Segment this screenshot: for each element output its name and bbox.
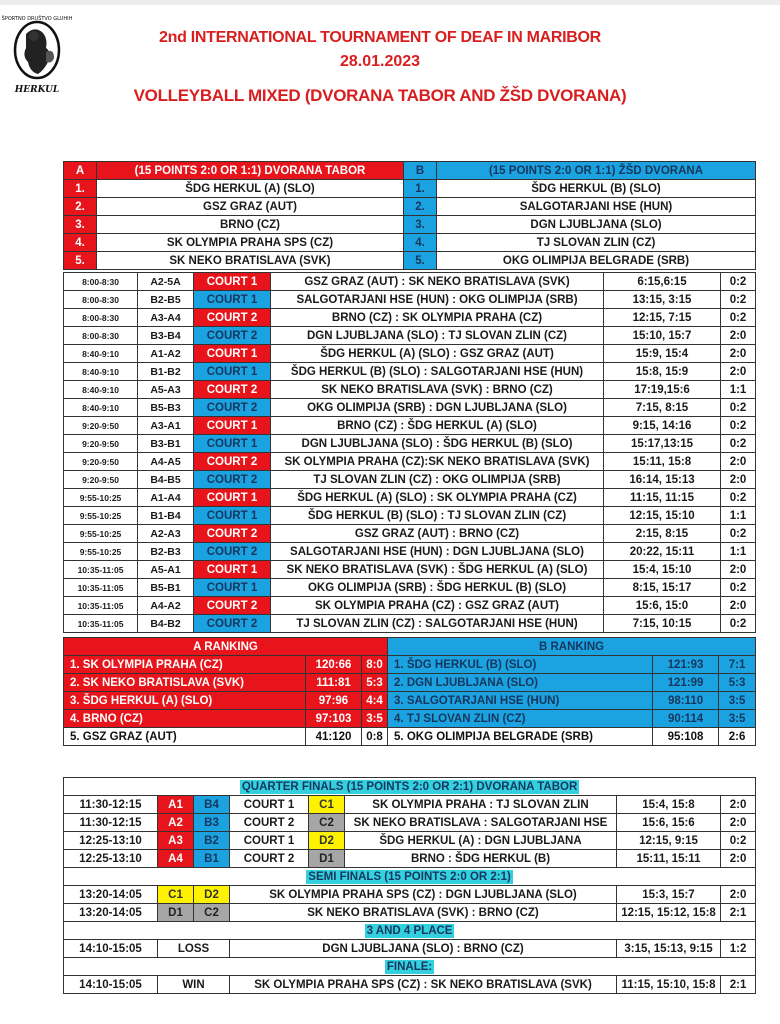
schedule-row	[64, 273, 756, 291]
ranking-row	[64, 692, 756, 710]
match-time: 10:35-11:05	[64, 561, 138, 579]
qf-seed-b: B2	[194, 832, 230, 850]
group-a-position: 1.	[64, 180, 97, 198]
ranking-a-sets: 5:3	[362, 674, 388, 692]
final-match-label: WIN	[158, 976, 230, 994]
match-time: 10:35-11:05	[64, 615, 138, 633]
final-match-row	[64, 976, 756, 994]
group-b-position: 4.	[404, 234, 437, 252]
match-result: 2:0	[721, 363, 756, 381]
match-time: 9:55-10:25	[64, 507, 138, 525]
match-time: 9:20-9:50	[64, 435, 138, 453]
ranking-b-points: 121:93	[653, 656, 719, 674]
ranking-a-points: 120:66	[306, 656, 362, 674]
match-time: 9:20-9:50	[64, 453, 138, 471]
ranking-a-team: 5. GSZ GRAZ (AUT)	[64, 728, 306, 746]
court-badge: COURT 2	[194, 597, 271, 615]
third-place-match-teams: DGN LJUBLJANA (SLO) : BRNO (CZ)	[230, 940, 617, 958]
group-b-position: 3.	[404, 216, 437, 234]
ranking-b-sets: 3:5	[719, 710, 756, 728]
ranking-a-sets: 8:0	[362, 656, 388, 674]
group-team-row	[64, 198, 756, 216]
semi-finals-header-row	[64, 868, 756, 886]
match-time: 9:55-10:25	[64, 543, 138, 561]
group-a-letter: A	[64, 162, 97, 180]
qf-slot: C2	[309, 814, 345, 832]
match-result: 0:2	[721, 309, 756, 327]
match-pairing: B2-B5	[138, 291, 194, 309]
ranking-a-team: 3. ŠDG HERKUL (A) (SLO)	[64, 692, 306, 710]
match-teams: OKG OLIMPIJA (SRB) : ŠDG HERKUL (B) (SLO)	[271, 579, 604, 597]
top-strip	[0, 0, 780, 5]
court-badge: COURT 2	[194, 327, 271, 345]
qf-set-scores: 15:4, 15:8	[617, 796, 721, 814]
group-a-position: 5.	[64, 252, 97, 270]
quarter-final-row	[64, 832, 756, 850]
match-teams: ŠDG HERKUL (A) (SLO) : SK OLYMPIA PRAHA (CZ)	[271, 489, 604, 507]
match-set-scores: 15:11, 15:8	[604, 453, 721, 471]
ranking-b-sets: 2:6	[719, 728, 756, 746]
qf-set-scores: 12:15, 9:15	[617, 832, 721, 850]
final-match-teams: SK OLYMPIA PRAHA SPS (CZ) : SK NEKO BRATISLAVA (SVK)	[230, 976, 617, 994]
ranking-b-points: 95:108	[653, 728, 719, 746]
qf-court: COURT 2	[230, 850, 309, 868]
group-b-position: 5.	[404, 252, 437, 270]
third-place-match-time: 14:10-15:05	[64, 940, 158, 958]
groups-header-row	[64, 162, 756, 180]
match-pairing: B5-B1	[138, 579, 194, 597]
match-set-scores: 7:15, 8:15	[604, 399, 721, 417]
quarter-final-row	[64, 796, 756, 814]
qf-slot: D1	[309, 850, 345, 868]
sf-slot-2: C2	[194, 904, 230, 922]
match-set-scores: 15:4, 15:10	[604, 561, 721, 579]
match-set-scores: 15:10, 15:7	[604, 327, 721, 345]
match-pairing: A4-A5	[138, 453, 194, 471]
schedule-row	[64, 525, 756, 543]
match-pairing: B2-B3	[138, 543, 194, 561]
sf-set-scores: 12:15, 15:12, 15:8	[617, 904, 721, 922]
ranking-a-sets: 4:4	[362, 692, 388, 710]
final-header-row	[64, 958, 756, 976]
court-badge: COURT 1	[194, 489, 271, 507]
group-team-row	[64, 252, 756, 270]
group-team-row	[64, 180, 756, 198]
match-teams: DGN LJUBLJANA (SLO) : ŠDG HERKUL (B) (SLO)	[271, 435, 604, 453]
final-match-result: 2:1	[721, 976, 756, 994]
group-b-position: 1.	[404, 180, 437, 198]
logo-arc-text: ŠPORTNO DRUŠTVO GLUHIH	[1, 16, 73, 22]
court-badge: COURT 1	[194, 345, 271, 363]
match-set-scores: 17:19,15:6	[604, 381, 721, 399]
match-set-scores: 15:9, 15:4	[604, 345, 721, 363]
sf-time: 13:20-14:05	[64, 904, 158, 922]
qf-seed-b: B1	[194, 850, 230, 868]
qf-slot: C1	[309, 796, 345, 814]
match-time: 10:35-11:05	[64, 597, 138, 615]
sf-result: 2:1	[721, 904, 756, 922]
ranking-b-team: 4. TJ SLOVAN ZLIN (CZ)	[388, 710, 653, 728]
match-teams: SK NEKO BRATISLAVA (SVK) : ŠDG HERKUL (A) (SLO)	[271, 561, 604, 579]
court-badge: COURT 2	[194, 525, 271, 543]
court-badge: COURT 2	[194, 309, 271, 327]
ranking-a-team: 1. SK OLYMPIA PRAHA (CZ)	[64, 656, 306, 674]
ranking-row	[64, 656, 756, 674]
match-pairing: A1-A4	[138, 489, 194, 507]
ranking-row	[64, 674, 756, 692]
group-b-position: 2.	[404, 198, 437, 216]
ranking-a-sets: 3:5	[362, 710, 388, 728]
ranking-row	[64, 728, 756, 746]
herkul-club-logo	[1, 12, 73, 100]
match-pairing: B4-B2	[138, 615, 194, 633]
sf-teams: SK NEKO BRATISLAVA (SVK) : BRNO (CZ)	[230, 904, 617, 922]
sf-slot-1: C1	[158, 886, 194, 904]
match-set-scores: 8:15, 15:17	[604, 579, 721, 597]
ranking-a-points: 41:120	[306, 728, 362, 746]
court-badge: COURT 1	[194, 579, 271, 597]
court-badge: COURT 2	[194, 381, 271, 399]
schedule-row	[64, 327, 756, 345]
ranking-a-team: 2. SK NEKO BRATISLAVA (SVK)	[64, 674, 306, 692]
ranking-b-points: 90:114	[653, 710, 719, 728]
match-teams: SK OLYMPIA PRAHA (CZ) : GSZ GRAZ (AUT)	[271, 597, 604, 615]
group-stage-schedule	[63, 272, 756, 633]
match-result: 2:0	[721, 471, 756, 489]
match-pairing: A3-A4	[138, 309, 194, 327]
qf-court: COURT 1	[230, 832, 309, 850]
semi-finals-header	[64, 868, 756, 886]
qf-slot: D2	[309, 832, 345, 850]
match-time: 9:20-9:50	[64, 471, 138, 489]
qf-result: 2:0	[721, 850, 756, 868]
match-teams: OKG OLIMPIJA (SRB) : DGN LJUBLJANA (SLO)	[271, 399, 604, 417]
group-team-row	[64, 234, 756, 252]
match-result: 0:2	[721, 525, 756, 543]
tournament-date: 28.01.2023	[339, 53, 421, 70]
sf-time: 13:20-14:05	[64, 886, 158, 904]
ranking-b-points: 121:99	[653, 674, 719, 692]
qf-seed-a: A2	[158, 814, 194, 832]
schedule-row	[64, 381, 756, 399]
schedule-row	[64, 471, 756, 489]
sf-slot-1: D1	[158, 904, 194, 922]
match-set-scores: 12:15, 15:10	[604, 507, 721, 525]
schedule-row	[64, 291, 756, 309]
third-place-match-set-scores: 3:15, 15:13, 9:15	[617, 940, 721, 958]
group-b-letter: B	[404, 162, 437, 180]
match-set-scores: 2:15, 8:15	[604, 525, 721, 543]
third-place-match-result: 1:2	[721, 940, 756, 958]
schedule-row	[64, 579, 756, 597]
schedule-row	[64, 453, 756, 471]
match-teams: TJ SLOVAN ZLIN (CZ) : SALGOTARJANI HSE (HUN)	[271, 615, 604, 633]
match-pairing: B3-B1	[138, 435, 194, 453]
match-pairing: A2-5A	[138, 273, 194, 291]
qf-seed-b: B3	[194, 814, 230, 832]
qf-teams: SK NEKO BRATISLAVA : SALGOTARJANI HSE	[345, 814, 617, 832]
group-b-team: TJ SLOVAN ZLIN (CZ)	[437, 234, 756, 252]
semi-final-row	[64, 886, 756, 904]
ranking-a-sets: 0:8	[362, 728, 388, 746]
match-teams: SK NEKO BRATISLAVA (SVK) : BRNO (CZ)	[271, 381, 604, 399]
match-result: 1:1	[721, 507, 756, 525]
quarter-finals-header-row	[64, 778, 756, 796]
match-teams: SALGOTARJANI HSE (HUN) : DGN LJUBLJANA (SLO)	[271, 543, 604, 561]
qf-time: 11:30-12:15	[64, 814, 158, 832]
group-a-position: 2.	[64, 198, 97, 216]
match-result: 0:2	[721, 273, 756, 291]
ranking-b-sets: 3:5	[719, 692, 756, 710]
court-badge: COURT 2	[194, 453, 271, 471]
quarter-finals-header	[64, 778, 756, 796]
match-set-scores: 11:15, 11:15	[604, 489, 721, 507]
match-pairing: B3-B4	[138, 327, 194, 345]
match-set-scores: 9:15, 14:16	[604, 417, 721, 435]
qf-court: COURT 2	[230, 814, 309, 832]
third-place-header-row	[64, 922, 756, 940]
group-b-title: (15 POINTS 2:0 OR 1:1) ŽŠD DVORANA	[437, 162, 756, 180]
match-time: 10:35-11:05	[64, 579, 138, 597]
ranking-a-points: 97:103	[306, 710, 362, 728]
match-time: 8:40-9:10	[64, 345, 138, 363]
group-a-position: 3.	[64, 216, 97, 234]
match-teams: BRNO (CZ) : ŠDG HERKUL (A) (SLO)	[271, 417, 604, 435]
group-a-position: 4.	[64, 234, 97, 252]
group-team-row	[64, 216, 756, 234]
match-result: 0:2	[721, 489, 756, 507]
schedule-row	[64, 597, 756, 615]
match-set-scores: 20:22, 15:11	[604, 543, 721, 561]
schedule-row	[64, 417, 756, 435]
match-teams: TJ SLOVAN ZLIN (CZ) : OKG OLIMPIJA (SRB)	[271, 471, 604, 489]
match-set-scores: 6:15,6:15	[604, 273, 721, 291]
match-time: 8:00-8:30	[64, 273, 138, 291]
ranking-table	[63, 637, 756, 746]
match-time: 9:55-10:25	[64, 525, 138, 543]
match-time: 8:40-9:10	[64, 399, 138, 417]
ranking-b-team: 5. OKG OLIMPIJA BELGRADE (SRB)	[388, 728, 653, 746]
third-place-header	[64, 922, 756, 940]
match-time: 8:00-8:30	[64, 327, 138, 345]
schedule-row	[64, 363, 756, 381]
match-result: 0:2	[721, 615, 756, 633]
court-badge: COURT 2	[194, 615, 271, 633]
group-b-team: SALGOTARJANI HSE (HUN)	[437, 198, 756, 216]
match-time: 8:40-9:10	[64, 363, 138, 381]
match-result: 0:2	[721, 291, 756, 309]
quarter-finals-header-title: QUARTER FINALS (15 POINTS 2:0 OR 2:1) DVORANA TABOR	[241, 780, 578, 793]
group-a-team: SK OLYMPIA PRAHA SPS (CZ)	[97, 234, 404, 252]
ranking-row	[64, 710, 756, 728]
qf-seed-a: A4	[158, 850, 194, 868]
court-badge: COURT 1	[194, 273, 271, 291]
match-teams: ŠDG HERKUL (A) (SLO) : GSZ GRAZ (AUT)	[271, 345, 604, 363]
sf-slot-2: D2	[194, 886, 230, 904]
qf-teams: ŠDG HERKUL (A) : DGN LJUBLJANA	[345, 832, 617, 850]
match-pairing: A2-A3	[138, 525, 194, 543]
match-teams: GSZ GRAZ (AUT) : BRNO (CZ)	[271, 525, 604, 543]
schedule-row	[64, 309, 756, 327]
quarter-final-row	[64, 814, 756, 832]
match-set-scores: 13:15, 3:15	[604, 291, 721, 309]
tournament-title: 2nd INTERNATIONAL TOURNAMENT OF DEAF IN MARIBOR	[159, 29, 601, 46]
match-set-scores: 15:6, 15:0	[604, 597, 721, 615]
ranking-b-team: 2. DGN LJUBLJANA (SLO)	[388, 674, 653, 692]
match-set-scores: 7:15, 10:15	[604, 615, 721, 633]
match-pairing: B4-B5	[138, 471, 194, 489]
court-badge: COURT 1	[194, 291, 271, 309]
match-teams: BRNO (CZ) : SK OLYMPIA PRAHA (CZ)	[271, 309, 604, 327]
sf-result: 2:0	[721, 886, 756, 904]
schedule-row	[64, 399, 756, 417]
match-pairing: A5-A3	[138, 381, 194, 399]
tournament-subtitle: VOLLEYBALL MIXED (DVORANA TABOR AND ŽŠD DVORANA)	[133, 86, 627, 105]
third-place-header-title: 3 AND 4 PLACE	[366, 924, 453, 937]
group-a-title: (15 POINTS 2:0 OR 1:1) DVORANA TABOR	[97, 162, 404, 180]
schedule-row	[64, 345, 756, 363]
court-badge: COURT 2	[194, 543, 271, 561]
qf-seed-b: B4	[194, 796, 230, 814]
schedule-row	[64, 543, 756, 561]
qf-time: 12:25-13:10	[64, 832, 158, 850]
match-pairing: A4-A2	[138, 597, 194, 615]
schedule-row	[64, 435, 756, 453]
schedule-row	[64, 507, 756, 525]
sf-teams: SK OLYMPIA PRAHA SPS (CZ) : DGN LJUBLJANA (SLO)	[230, 886, 617, 904]
ranking-b-title: B RANKING	[388, 638, 756, 656]
match-time: 8:00-8:30	[64, 291, 138, 309]
ranking-b-sets: 5:3	[719, 674, 756, 692]
logo-club-name: HERKUL	[14, 85, 60, 95]
final-header	[64, 958, 756, 976]
ranking-a-team: 4. BRNO (CZ)	[64, 710, 306, 728]
qf-set-scores: 15:11, 15:11	[617, 850, 721, 868]
match-pairing: B1-B2	[138, 363, 194, 381]
schedule-row	[64, 489, 756, 507]
court-badge: COURT 2	[194, 471, 271, 489]
match-pairing: B5-B3	[138, 399, 194, 417]
qf-seed-a: A1	[158, 796, 194, 814]
qf-teams: BRNO : ŠDG HERKUL (B)	[345, 850, 617, 868]
schedule-row	[64, 561, 756, 579]
sf-set-scores: 15:3, 15:7	[617, 886, 721, 904]
match-result: 1:1	[721, 381, 756, 399]
semi-finals-header-title: SEMI FINALS (15 POINTS 2:0 OR 2:1)	[308, 870, 511, 883]
match-time: 8:00-8:30	[64, 309, 138, 327]
match-set-scores: 15:17,13:15	[604, 435, 721, 453]
qf-seed-a: A3	[158, 832, 194, 850]
match-result: 0:2	[721, 435, 756, 453]
group-a-team: SK NEKO BRATISLAVA (SVK)	[97, 252, 404, 270]
match-teams: SK OLYMPIA PRAHA (CZ):SK NEKO BRATISLAVA (SVK)	[271, 453, 604, 471]
group-a-team: GSZ GRAZ (AUT)	[97, 198, 404, 216]
group-b-team: ŠDG HERKUL (B) (SLO)	[437, 180, 756, 198]
ranking-b-points: 98:110	[653, 692, 719, 710]
qf-result: 2:0	[721, 814, 756, 832]
match-pairing: A1-A2	[138, 345, 194, 363]
match-time: 9:55-10:25	[64, 489, 138, 507]
match-teams: GSZ GRAZ (AUT) : SK NEKO BRATISLAVA (SVK)	[271, 273, 604, 291]
ranking-b-sets: 7:1	[719, 656, 756, 674]
knockout-table	[63, 777, 756, 994]
match-pairing: B1-B4	[138, 507, 194, 525]
match-result: 1:1	[721, 543, 756, 561]
court-badge: COURT 1	[194, 435, 271, 453]
match-result: 2:0	[721, 561, 756, 579]
match-teams: SALGOTARJANI HSE (HUN) : OKG OLIMPIJA (SRB)	[271, 291, 604, 309]
match-result: 0:2	[721, 399, 756, 417]
match-result: 2:0	[721, 597, 756, 615]
group-b-team: DGN LJUBLJANA (SLO)	[437, 216, 756, 234]
final-match-time: 14:10-15:05	[64, 976, 158, 994]
match-result: 2:0	[721, 345, 756, 363]
match-teams: ŠDG HERKUL (B) (SLO) : TJ SLOVAN ZLIN (CZ)	[271, 507, 604, 525]
schedule-row	[64, 615, 756, 633]
qf-teams: SK OLYMPIA PRAHA : TJ SLOVAN ZLIN	[345, 796, 617, 814]
groups-table	[63, 161, 756, 270]
court-badge: COURT 1	[194, 417, 271, 435]
group-a-team: ŠDG HERKUL (A) (SLO)	[97, 180, 404, 198]
third-place-match-label: LOSS	[158, 940, 230, 958]
court-badge: COURT 1	[194, 363, 271, 381]
qf-set-scores: 15:6, 15:6	[617, 814, 721, 832]
third-place-match-row	[64, 940, 756, 958]
court-badge: COURT 2	[194, 399, 271, 417]
final-match-set-scores: 11:15, 15:10, 15:8	[617, 976, 721, 994]
match-time: 9:20-9:50	[64, 417, 138, 435]
match-time: 8:40-9:10	[64, 381, 138, 399]
match-teams: DGN LJUBLJANA (SLO) : TJ SLOVAN ZLIN (CZ)	[271, 327, 604, 345]
final-header-title: FINALE:	[386, 960, 433, 973]
qf-time: 12:25-13:10	[64, 850, 158, 868]
semi-final-row	[64, 904, 756, 922]
group-a-team: BRNO (CZ)	[97, 216, 404, 234]
group-b-team: OKG OLIMPIJA BELGRADE (SRB)	[437, 252, 756, 270]
match-result: 0:2	[721, 417, 756, 435]
ranking-b-team: 3. SALGOTARJANI HSE (HUN)	[388, 692, 653, 710]
qf-result: 0:2	[721, 832, 756, 850]
match-set-scores: 15:8, 15:9	[604, 363, 721, 381]
match-pairing: A5-A1	[138, 561, 194, 579]
match-pairing: A3-A1	[138, 417, 194, 435]
match-result: 2:0	[721, 327, 756, 345]
ranking-a-points: 97:96	[306, 692, 362, 710]
court-badge: COURT 1	[194, 507, 271, 525]
court-badge: COURT 1	[194, 561, 271, 579]
match-set-scores: 12:15, 7:15	[604, 309, 721, 327]
ranking-b-team: 1. ŠDG HERKUL (B) (SLO)	[388, 656, 653, 674]
match-result: 0:2	[721, 579, 756, 597]
ranking-a-points: 111:81	[306, 674, 362, 692]
quarter-final-row	[64, 850, 756, 868]
match-result: 2:0	[721, 453, 756, 471]
match-teams: ŠDG HERKUL (B) (SLO) : SALGOTARJANI HSE (HUN)	[271, 363, 604, 381]
qf-result: 2:0	[721, 796, 756, 814]
ranking-header-row	[64, 638, 756, 656]
page-header	[80, 28, 680, 107]
qf-court: COURT 1	[230, 796, 309, 814]
qf-time: 11:30-12:15	[64, 796, 158, 814]
ranking-a-title: A RANKING	[64, 638, 388, 656]
match-set-scores: 16:14, 15:13	[604, 471, 721, 489]
